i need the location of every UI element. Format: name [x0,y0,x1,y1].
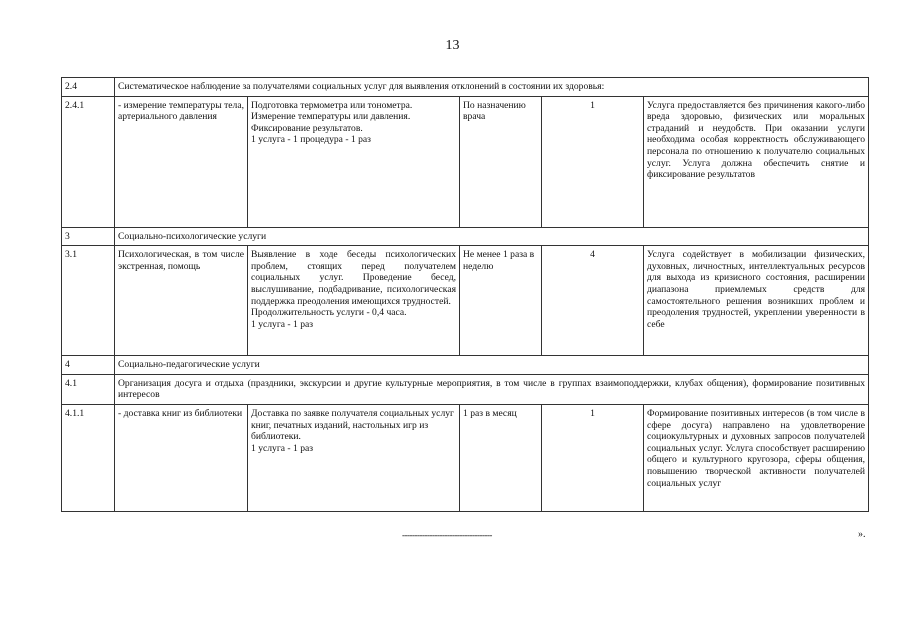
row-code: 4.1.1 [62,404,115,511]
section-title: Систематическое наблюдение за получателями социальных услуг для выявления отклонений в состоянии их здоровья: [115,78,869,97]
table-row [62,356,869,375]
row-code: 2.4.1 [62,96,115,227]
closing-quote: ». [858,529,866,540]
service-name: Психологическая, в том числе экстренная, помощь [115,246,248,356]
service-description: Доставка по заявке получателя социальных услуг книг, печатных изданий, настольных игр из библиотеки. 1 услуга - 1 раз [248,404,460,511]
table-row [62,374,869,404]
table-row [62,404,869,511]
table-row [62,246,869,356]
table-row [62,96,869,227]
row-code: 4.1 [62,374,115,404]
section-title: Социально-педагогические услуги [115,356,869,375]
service-description: Подготовка термометра или тонометра. Измерение температуры или давления. Фиксирование результатов. 1 услуга - 1 процедура - 1 раз [248,96,460,227]
service-frequency: Не менее 1 раза в неделю [460,246,542,356]
row-code: 3 [62,227,115,246]
service-description: Выявление в ходе беседы психологических проблем, стоящих перед получателем социальных услуг. Проведение бесед, выслушивание, подбадривание, психологическая поддержка преодоления имеющихся трудностей. Продолжительность услуги - 0,4 часа. 1 услуга - 1 раз [248,246,460,356]
service-conditions: Услуга содействует в мобилизации физических, духовных, личностных, интеллектуальных ресурсов для выхода из кризисного состояния, расширении диапазона приемлемых средств для самостоятельного решения возникших проблем и преодоления трудностей, укреплении уверенности в себе [644,246,869,356]
service-frequency: По назначению врача [460,96,542,227]
section-title: Социально-психологические услуги [115,227,869,246]
service-name: - доставка книг из библиотеки [115,404,248,511]
page-number: 13 [445,38,460,53]
service-quantity: 4 [542,246,644,356]
row-code: 3.1 [62,246,115,356]
services-table [61,77,869,512]
table-row [62,227,869,246]
service-quantity: 1 [542,96,644,227]
service-conditions: Формирование позитивных интересов (в том числе в сфере досуга) направлено на удовлетворение социокультурных и духовных запросов получателей социальных услуг. Услуга способствует расширению общего и культурного кругозора, сферы общения, повышению творческой активности получателей социальных услуг [644,404,869,511]
section-title: Организация досуга и отдыха (праздники, экскурсии и другие культурные мероприятия, в том числе в группах взаимоподдержки, клубах общения), формирование позитивных интересов [115,374,869,404]
row-code: 2.4 [62,78,115,97]
service-quantity: 1 [542,404,644,511]
service-frequency: 1 раз в месяц [460,404,542,511]
service-name: - измерение температуры тела, артериального давления [115,96,248,227]
footer-separator: ------------------------------------ [402,530,492,540]
table-row [62,78,869,97]
row-code: 4 [62,356,115,375]
service-conditions: Услуга предоставляется без причинения какого-либо вреда здоровью, физических или моральных страданий и неудобств. При оказании услуги необходима особая корректность обслуживающего персонала по отношению к получателю социальных услуг. Услуга должна обеспечить снятие и фиксирование результатов [644,96,869,227]
